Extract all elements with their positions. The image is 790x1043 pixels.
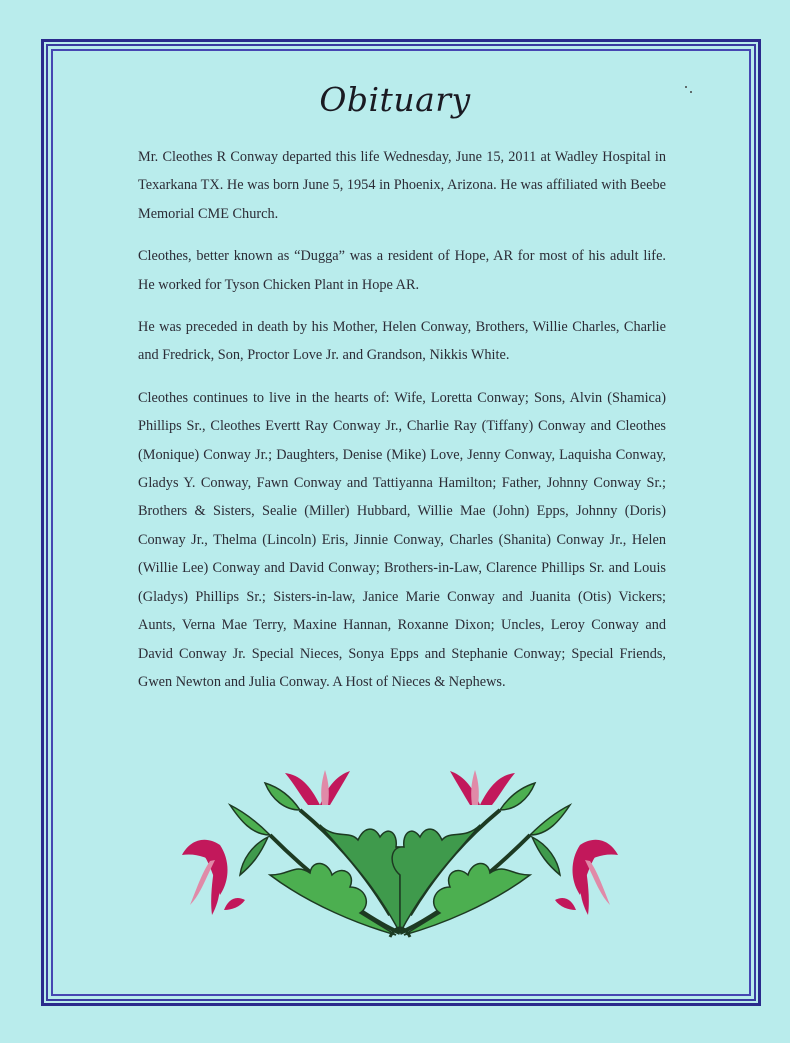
paragraph-survivors: Cleothes continues to live in the hearts of: Wife, Loretta Conway; Sons, Alvin (Shamica) Phillips Sr., Cleothes Evertt Ray Conway Jr., Charlie Ray (Tiffany) Conway and Cleothes (Monique) Conway Jr.; Daughters, Denise (Mike) Love, Jenny Conway, Laquisha Conway, Gladys Y. Conway, Fawn Conway and Tattiyanna Hamilton; Father, Johnny Conway Sr.; Brothers & Sisters, Sealie (Miller) Hubbard, Willie Mae (John) Epps, Johnny (Doris) Conway Jr., Thelma (Lincoln) Eris, Jinnie Conway, Charles (Shanita) Conway Jr., Helen (Willie Lee) Conway and David Conway; Brothers-in-Law, Clarence Phillips Sr. and Louis (Gladys) Phillips Sr.; Sisters-in-law, Janice Marie Conway and Juanita (Otis) Vickers; Aunts, Verna Mae Terry, Maxine Hannan, Roxanne Dixon; Uncles, Leroy Conway and David Conway Jr. Special Nieces, Sonya Epps and Stephanie Conway; Special Friends, Gwen Newton and Julia Conway. A Host of Nieces & Nephews.	[138, 389, 666, 690]
fuchsia-flower	[182, 840, 245, 915]
leaf-small	[265, 783, 300, 810]
tulip-flower	[450, 770, 515, 805]
paragraph-residence: Cleothes, better known as “Dugga” was a resident of Hope, AR for most of his adult life. He worked for Tyson Chicken Plant in Hope AR.	[138, 248, 666, 293]
obituary-body	[138, 143, 666, 696]
leaf-small	[230, 805, 270, 835]
floral-ornament	[160, 765, 640, 945]
paragraph-death-notice: Mr. Cleothes R Conway departed this life Wednesday, June 15, 2011 at Wadley Hospital in Texarkana TX. He was born June 5, 1954 in Phoenix, Arizona. He was affiliated with Beebe Memorial CME Church.	[138, 149, 666, 222]
leaf-small	[532, 837, 560, 875]
paragraph-preceded: He was preceded in death by his Mother, Helen Conway, Brothers, Willie Charles, Charlie and Fredrick, Son, Proctor Love Jr. and Grandson, Nikkis White.	[138, 319, 666, 364]
fuchsia-flower	[555, 840, 618, 915]
tulip-flower	[285, 770, 350, 805]
leaf-small	[240, 837, 268, 875]
floral-half-left	[182, 770, 408, 935]
leaf-small	[500, 783, 535, 810]
floral-half-right	[392, 770, 618, 935]
page-title: Obituary	[319, 80, 471, 119]
leaf-small	[530, 805, 570, 835]
